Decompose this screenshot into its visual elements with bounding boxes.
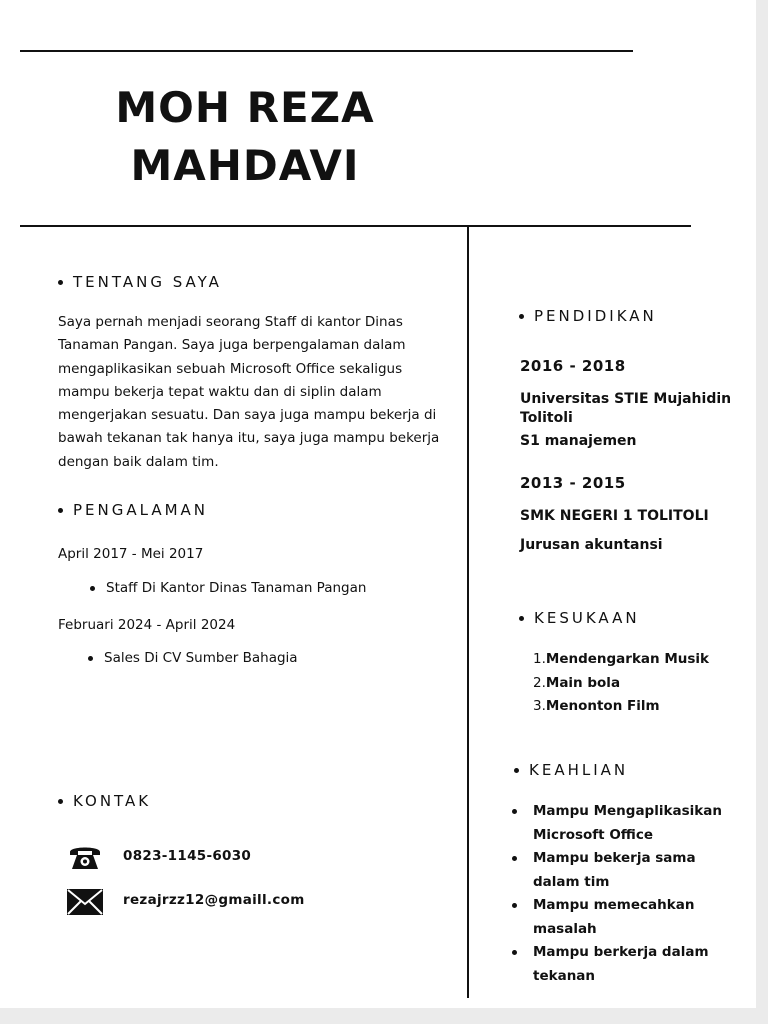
skill-item (512, 800, 727, 847)
hobby-item (533, 675, 620, 691)
bullet-dot (512, 809, 517, 814)
phone-icon (68, 843, 102, 871)
bullet-dot (58, 799, 63, 804)
hobby-number: 2. (533, 675, 546, 691)
bullet-dot (58, 508, 63, 513)
contact-phone: 0823-1145-6030 (123, 848, 252, 864)
experience-role-label: Staff Di Kantor Dinas Tanaman Pangan (106, 580, 367, 596)
hobbies-heading-label: KESUKAAN (534, 609, 640, 627)
column-divider (467, 226, 469, 998)
bullet-dot (512, 856, 517, 861)
skill-item (512, 941, 727, 988)
bullet-dot (88, 656, 93, 661)
bullet-dot (519, 616, 524, 621)
education-years: 2016 - 2018 (520, 357, 626, 375)
name-line-1: MOH REZA (115, 83, 375, 132)
hobby-label: Menonton Film (545, 698, 660, 714)
hobby-number: 1. (533, 651, 546, 667)
bullet-dot (90, 586, 95, 591)
about-heading-label: TENTANG SAYA (73, 273, 222, 291)
hobby-label: Mendengarkan Musik (545, 651, 710, 667)
hobby-item (533, 698, 660, 714)
header-divider (20, 225, 691, 227)
education-detail: Jurusan akuntansi (520, 537, 663, 553)
about-heading (58, 273, 222, 291)
experience-role (88, 650, 298, 666)
skills-list (512, 800, 727, 988)
top-divider (20, 50, 633, 52)
contact-heading-label: KONTAK (73, 792, 152, 810)
skill-label: Mampu bekerja sama dalam tim (533, 850, 696, 890)
skill-label: Mampu berkerja dalam tekanan (533, 944, 709, 984)
experience-period: Februari 2024 - April 2024 (58, 617, 236, 633)
bullet-dot (519, 314, 524, 319)
skill-item (512, 894, 727, 941)
name-line-2: MAHDAVI (130, 141, 360, 190)
experience-heading (58, 501, 208, 519)
bullet-dot (514, 768, 519, 773)
hobby-label: Main bola (545, 675, 621, 691)
envelope-icon (67, 889, 103, 915)
experience-role-label: Sales Di CV Sumber Bahagia (104, 650, 298, 666)
skill-label: Mampu memecahkan masalah (533, 897, 695, 937)
hobby-item (533, 651, 709, 667)
bullet-dot (512, 950, 517, 955)
about-text: Saya pernah menjadi seorang Staff di kantor Dinas Tanaman Pangan. Saya juga berpengalaman dalam mengaplikasikan sebuah Microsoft Office sekaligus mampu bekerja tepat waktu dan di siplin dalam mengerjakan sesuatu. Dan saya juga mampu bekerja di bawah tekanan tak hanya itu, saya juga mampu bekerja dengan baik dalam tim. (58, 314, 440, 470)
contact-heading (58, 792, 151, 810)
education-years: 2013 - 2015 (520, 474, 626, 492)
skill-item (512, 847, 727, 894)
hobbies-heading (519, 609, 640, 627)
education-detail: S1 manajemen (520, 433, 637, 449)
experience-period: April 2017 - Mei 2017 (58, 546, 204, 562)
skills-heading (514, 761, 628, 779)
education-heading (519, 307, 657, 325)
experience-role (90, 580, 366, 596)
education-school: SMK NEGERI 1 TOLITOLI (520, 508, 709, 524)
hobby-number: 3. (533, 698, 546, 714)
contact-email: rezajrzz12@gmaill.com (123, 892, 305, 908)
skills-heading-label: KEAHLIAN (529, 761, 629, 779)
experience-heading-label: PENGALAMAN (73, 501, 209, 519)
education-heading-label: PENDIDIKAN (534, 307, 657, 325)
skill-label: Mampu Mengaplikasikan Microsoft Office (533, 803, 722, 843)
bullet-dot (58, 280, 63, 285)
education-school: Universitas STIE Mujahidin Tolitoli (520, 391, 732, 426)
bullet-dot (512, 903, 517, 908)
